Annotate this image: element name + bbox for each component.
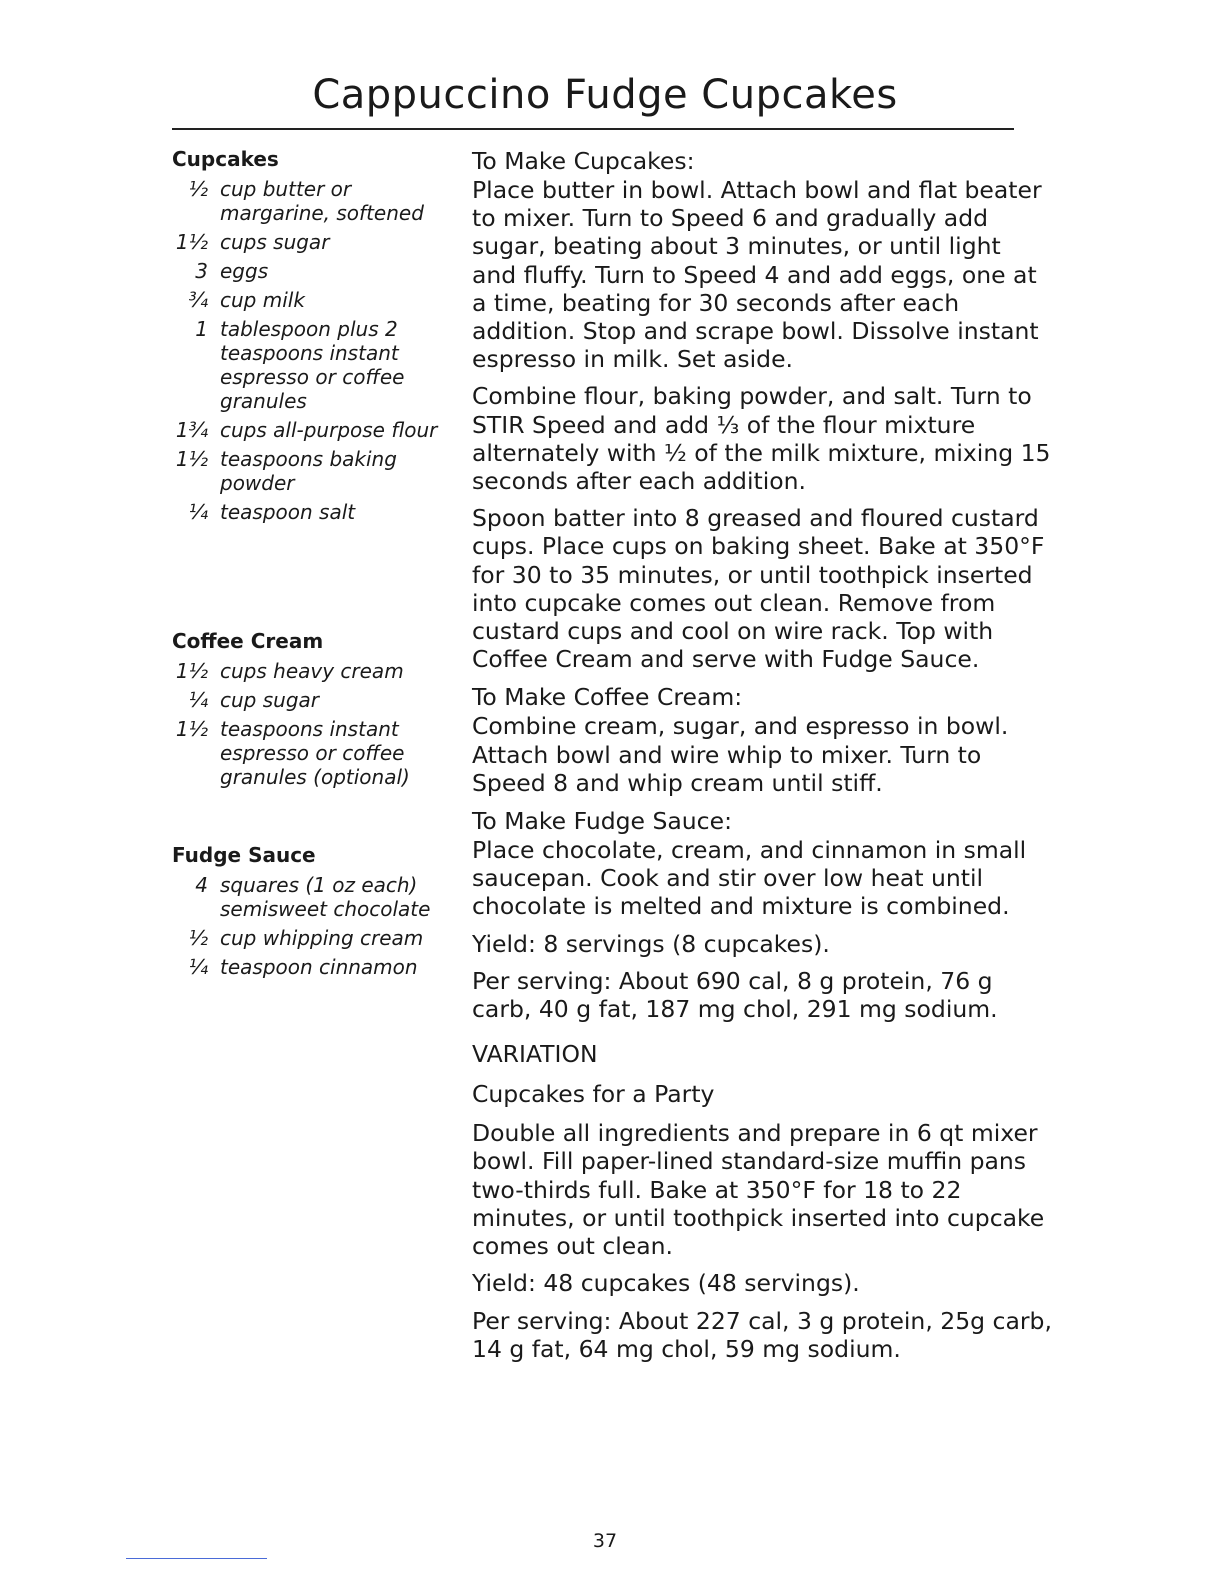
- ingredient-item: [172, 259, 452, 283]
- ingredient-text: tablespoon plus 2 teaspoons instant espresso or coffee granules: [220, 317, 405, 413]
- page-title: Cappuccino Fudge Cupcakes: [312, 72, 898, 118]
- directions-paragraph: Combine cream, sugar, and espresso in bowl. Attach bowl and wire whip to mixer. Turn to Speed 8 and whip cream until stiff.: [472, 712, 1009, 797]
- ingredient-item: [172, 873, 452, 921]
- ingredient-text: cup sugar: [220, 688, 319, 712]
- ingredient-quantity: ¼: [188, 955, 208, 979]
- ingredients-section-title: Fudge Sauce: [172, 843, 316, 867]
- variation-nutrition-text: Per serving: About 227 cal, 3 g protein, 25g carb, 14 g fat, 64 mg chol, 59 mg sodium.: [472, 1306, 1052, 1363]
- ingredient-quantity: 1½: [175, 230, 208, 254]
- ingredient-item: [172, 288, 452, 312]
- ingredient-item: [172, 688, 452, 712]
- ingredient-text: cup whipping cream: [220, 926, 424, 950]
- footer-link-line: [126, 1558, 267, 1559]
- directions-paragraph: Combine flour, baking powder, and salt. Turn to STIR Speed and add ⅓ of the flour mixture alternately with ½ of the milk mixture, mixing 15 seconds after each addition.: [472, 382, 1051, 496]
- ingredient-quantity: 1¾: [175, 418, 208, 442]
- title-divider: [172, 128, 1014, 130]
- ingredient-item: [172, 418, 452, 442]
- ingredient-item: [172, 230, 452, 254]
- variation-yield-text: Yield: 48 cupcakes (48 servings).: [472, 1269, 860, 1298]
- coffee-cream-ingredients: [172, 628, 452, 789]
- directions-paragraph: Spoon batter into 8 greased and floured custard cups. Place cups on baking sheet. Bake at 350°F for 30 to 35 minutes, or until toothpick inserted into cupcake comes out clean. Remove from custard cups and cool on wire rack. Top with Coffee Cream and serve with Fudge Sauce.: [472, 504, 1045, 674]
- ingredient-item: [172, 317, 452, 413]
- ingredient-quantity: ¾: [188, 288, 208, 312]
- ingredient-quantity: 4: [195, 873, 208, 897]
- variation-paragraph: Double all ingredients and prepare in 6 qt mixer bowl. Fill paper-lined standard-size muffin pans two-thirds full. Bake at 350°F for 18 to 22 minutes, or until toothpick inserted into cupcake comes out clean.: [472, 1119, 1045, 1261]
- ingredient-item: [172, 177, 452, 225]
- ingredient-text: teaspoons instant espresso or coffee granules (optional): [220, 717, 410, 789]
- ingredient-item: [172, 926, 452, 950]
- ingredient-quantity: 3: [195, 259, 208, 283]
- ingredient-list: [172, 659, 452, 789]
- ingredient-text: teaspoon cinnamon: [220, 955, 418, 979]
- ingredient-text: teaspoons baking powder: [220, 447, 397, 495]
- directions-column: [472, 146, 1052, 1372]
- ingredient-list: [172, 177, 452, 524]
- coffee-cream-directions-heading: To Make Coffee Cream:: [472, 683, 743, 712]
- ingredient-text: cups heavy cream: [220, 659, 404, 683]
- ingredient-quantity: 1½: [175, 717, 208, 741]
- ingredient-list: [172, 873, 452, 979]
- directions-paragraph: Place butter in bowl. Attach bowl and flat beater to mixer. Turn to Speed 6 and gradually add sugar, beating about 3 minutes, or until light and fluffy. Turn to Speed 4 and add eggs, one at a time, beating for 30 seconds after each addition. Stop and scrape bowl. Dissolve instant espresso in milk. Set aside.: [472, 176, 1042, 374]
- ingredient-quantity: ¼: [188, 500, 208, 524]
- cupcakes-directions-heading: To Make Cupcakes:: [472, 147, 695, 175]
- ingredient-text: cups sugar: [220, 230, 330, 254]
- ingredient-text: cup butter or margarine, softened: [220, 177, 424, 225]
- ingredient-item: [172, 447, 452, 495]
- ingredient-item: [172, 955, 452, 979]
- fudge-sauce-directions-heading: To Make Fudge Sauce:: [472, 807, 732, 836]
- nutrition-text: Per serving: About 690 cal, 8 g protein, 76 g carb, 40 g fat, 187 mg chol, 291 mg sodium.: [472, 966, 998, 1024]
- ingredients-section-title: Cupcakes: [172, 147, 279, 171]
- directions-paragraph: Place chocolate, cream, and cinnamon in small saucepan. Cook and stir over low heat until chocolate is melted and mixture is combined.: [472, 836, 1027, 921]
- ingredients-column: [172, 146, 452, 979]
- ingredients-section-title: Coffee Cream: [172, 629, 324, 653]
- variation-title: Cupcakes for a Party: [472, 1080, 715, 1109]
- ingredient-item: [172, 500, 452, 524]
- fudge-sauce-ingredients: [172, 842, 452, 979]
- page-number: 37: [592, 1530, 618, 1552]
- ingredient-text: eggs: [220, 259, 269, 283]
- ingredient-text: teaspoon salt: [220, 500, 356, 524]
- ingredient-quantity: ¼: [188, 688, 208, 712]
- ingredient-quantity: 1: [195, 317, 208, 341]
- ingredient-text: squares (1 oz each) semisweet chocolate: [220, 873, 431, 921]
- ingredient-quantity: ½: [188, 177, 208, 201]
- ingredient-item: [172, 659, 452, 683]
- ingredient-quantity: 1½: [175, 659, 208, 683]
- ingredient-item: [172, 717, 452, 789]
- variation-label: VARIATION: [472, 1040, 598, 1069]
- ingredient-text: cups all-purpose flour: [220, 418, 438, 442]
- ingredient-quantity: 1½: [175, 447, 208, 471]
- ingredient-quantity: ½: [188, 926, 208, 950]
- yield-text: Yield: 8 servings (8 cupcakes).: [472, 929, 830, 958]
- cupcakes-ingredients: [172, 146, 452, 524]
- ingredient-text: cup milk: [220, 288, 305, 312]
